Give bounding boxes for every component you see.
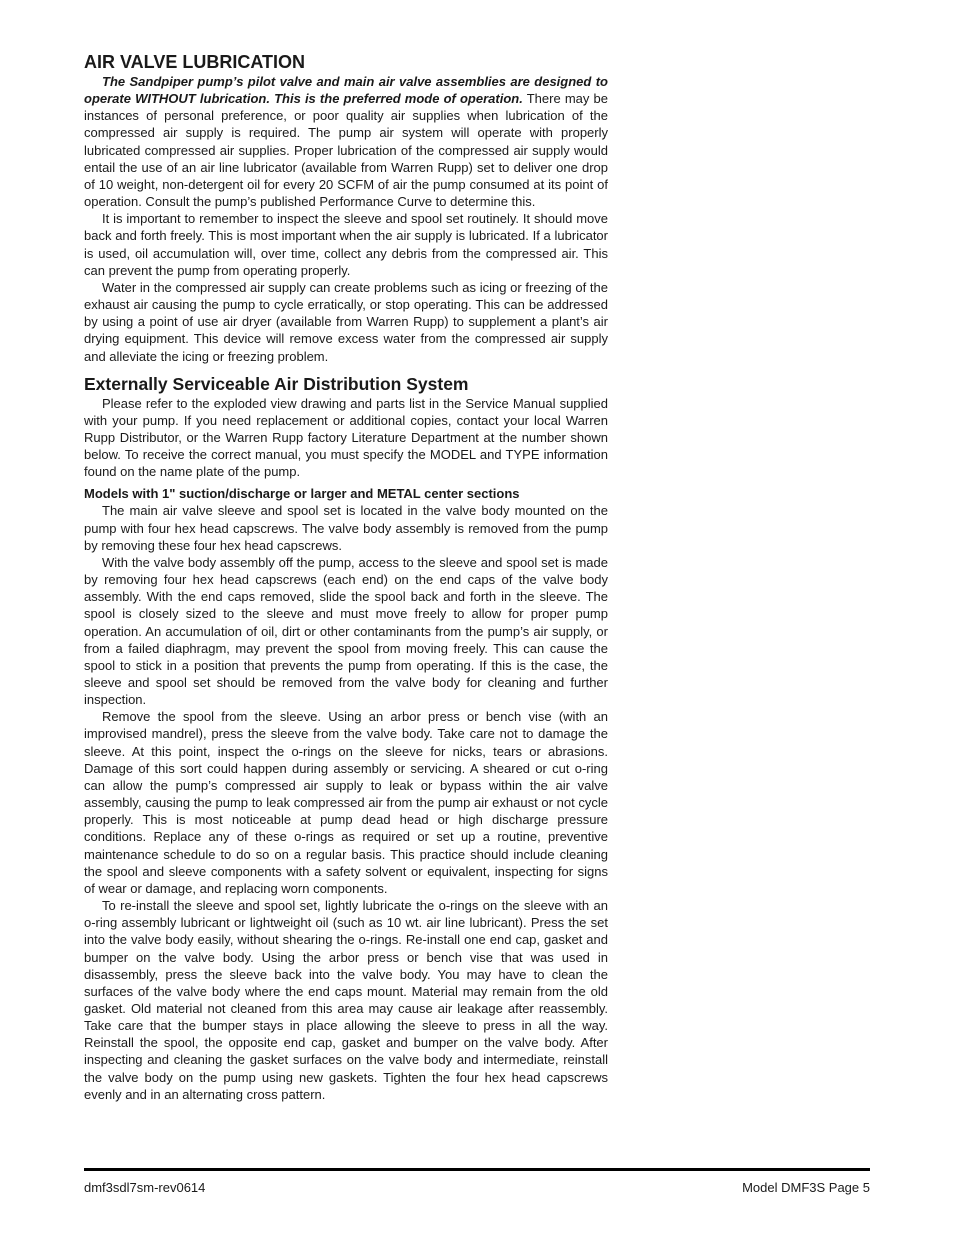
- footer-doc-code: dmf3sdl7sm-rev0614: [84, 1180, 206, 1195]
- paragraph: With the valve body assembly off the pump, access to the sleeve and spool set is made by removing four hex head capscrews (each end) on the end caps of the valve body assembly. With the end caps removed, slide the spool back and forth in the sleeve. The spool is closely sized to the sleeve and must move freely to allow for proper pump operation. An accumulation of oil, dirt or other contaminants from the pump’s air supply, or from a failed diaphragm, may prevent the spool from moving freely. This can cause the spool to stick in a position that prevents the pump from operating. If this is the case, the sleeve and spool set should be removed from the valve body for cleaning and further inspection.: [84, 554, 608, 708]
- footer-page-label: Model DMF3S Page 5: [742, 1180, 870, 1195]
- section-heading-air-valve-lubrication: AIR VALVE LUBRICATION: [84, 52, 305, 72]
- paragraph: Please refer to the exploded view drawing and parts list in the Service Manual supplied with your pump. If you need replacement or additional copies, contact your local Warren Rupp Distributor, or the Warren Rupp factory Literature Department at the number shown below. To receive the correct manual, you must specify the MODEL and TYPE information found on the name plate of the pump.: [84, 395, 608, 480]
- section-heading-air-distribution: Externally Serviceable Air Distribution System: [84, 373, 469, 394]
- paragraph: Water in the compressed air supply can create problems such as icing or freezing of the exhaust air causing the pump to cycle erratically, or stop operating. This can be addressed by using a point of use air dryer (available from Warren Rupp) to supplement a plant’s air drying equipment. This device will remove excess water from the compressed air supply and alleviate the icing or freezing problem.: [84, 279, 608, 364]
- paragraph: [84, 73, 608, 210]
- paragraph: It is important to remember to inspect the sleeve and spool set routinely. It should move back and forth freely. This is most important when the air supply is lubricated. If a lubricator is used, oil accumulation will, over time, collect any debris from the compressed air. This can prevent the pump from operating properly.: [84, 211, 608, 278]
- paragraph-text: There may be instances of personal preference, or poor quality air supplies when lubrication of the compressed air supply is required. The pump air system will operate with properly lubricated compressed air supplies. Proper lubrication of the compressed air supply would entail the use of an air line lubricator (available from Warren Rupp) set to deliver one drop of 10 weight, non-detergent oil for every 20 SCFM of air the pump consumed at its point of operation. Consult the pump’s published Performance Curve to determine this.: [84, 91, 608, 210]
- paragraph: The main air valve sleeve and spool set is located in the valve body mounted on the pump with four hex head capscrews. The valve body assembly is removed from the pump by removing these four hex head capscrews.: [84, 503, 608, 553]
- subsection-heading: Models with 1" suction/discharge or larger and METAL center sections: [84, 486, 520, 502]
- paragraph: Remove the spool from the sleeve. Using an arbor press or bench vise (with an improvised mandrel), press the sleeve from the valve body. Take care not to damage the sleeve. At this point, inspect the o-rings on the sleeve for nicks, tears or abrasions. Damage of this sort could happen during assembly or servicing. A sheared or cut o-ring can allow the pump’s compressed air supply to leak or bypass within the air valve assembly, causing the pump to leak compressed air from the pump air exhaust or not cycle properly. This is most noticeable at pump dead head or high discharge pressure conditions. Replace any of these o-rings as required or set up a routine, preventive maintenance schedule to do so on a regular basis. This practice should include cleaning the spool and sleeve components with a safety solvent or equivalent, inspecting for signs of wear or damage, and replacing worn components.: [84, 709, 608, 896]
- footer-rule: [84, 1168, 870, 1171]
- paragraph: To re-install the sleeve and spool set, lightly lubricate the o-rings on the sleeve with an o-ring assembly lubricant or lightweight oil (such as 10 wt. air line lubricant). Press the set into the valve body easily, without shearing the o-rings. Re-install one end cap, gasket and bumper on the valve body. Using the arbor press or bench vise that was used in disassembly, press the sleeve back into the valve body. You may have to clean the surfaces of the valve body where the end caps mount. Material may remain from the old gasket. Old material not cleaned from this area may cause air leakage after reassembly. Take care that the bumper stays in place allowing the sleeve to press in all the way. Reinstall the spool, the opposite end cap, gasket and bumper on the valve body. After inspecting and cleaning the gasket surfaces on the valve body and intermediate, reinstall the valve body on the pump using new gaskets. Tighten the four hex head capscrews evenly and in an alternating cross pattern.: [84, 898, 608, 1102]
- text-column: [84, 51, 608, 1103]
- emphasis-text: The Sandpiper pump’s pilot valve and main air valve assemblies are designed to operate WITHOUT lubrication. This is the preferred mode of operation.: [84, 74, 608, 107]
